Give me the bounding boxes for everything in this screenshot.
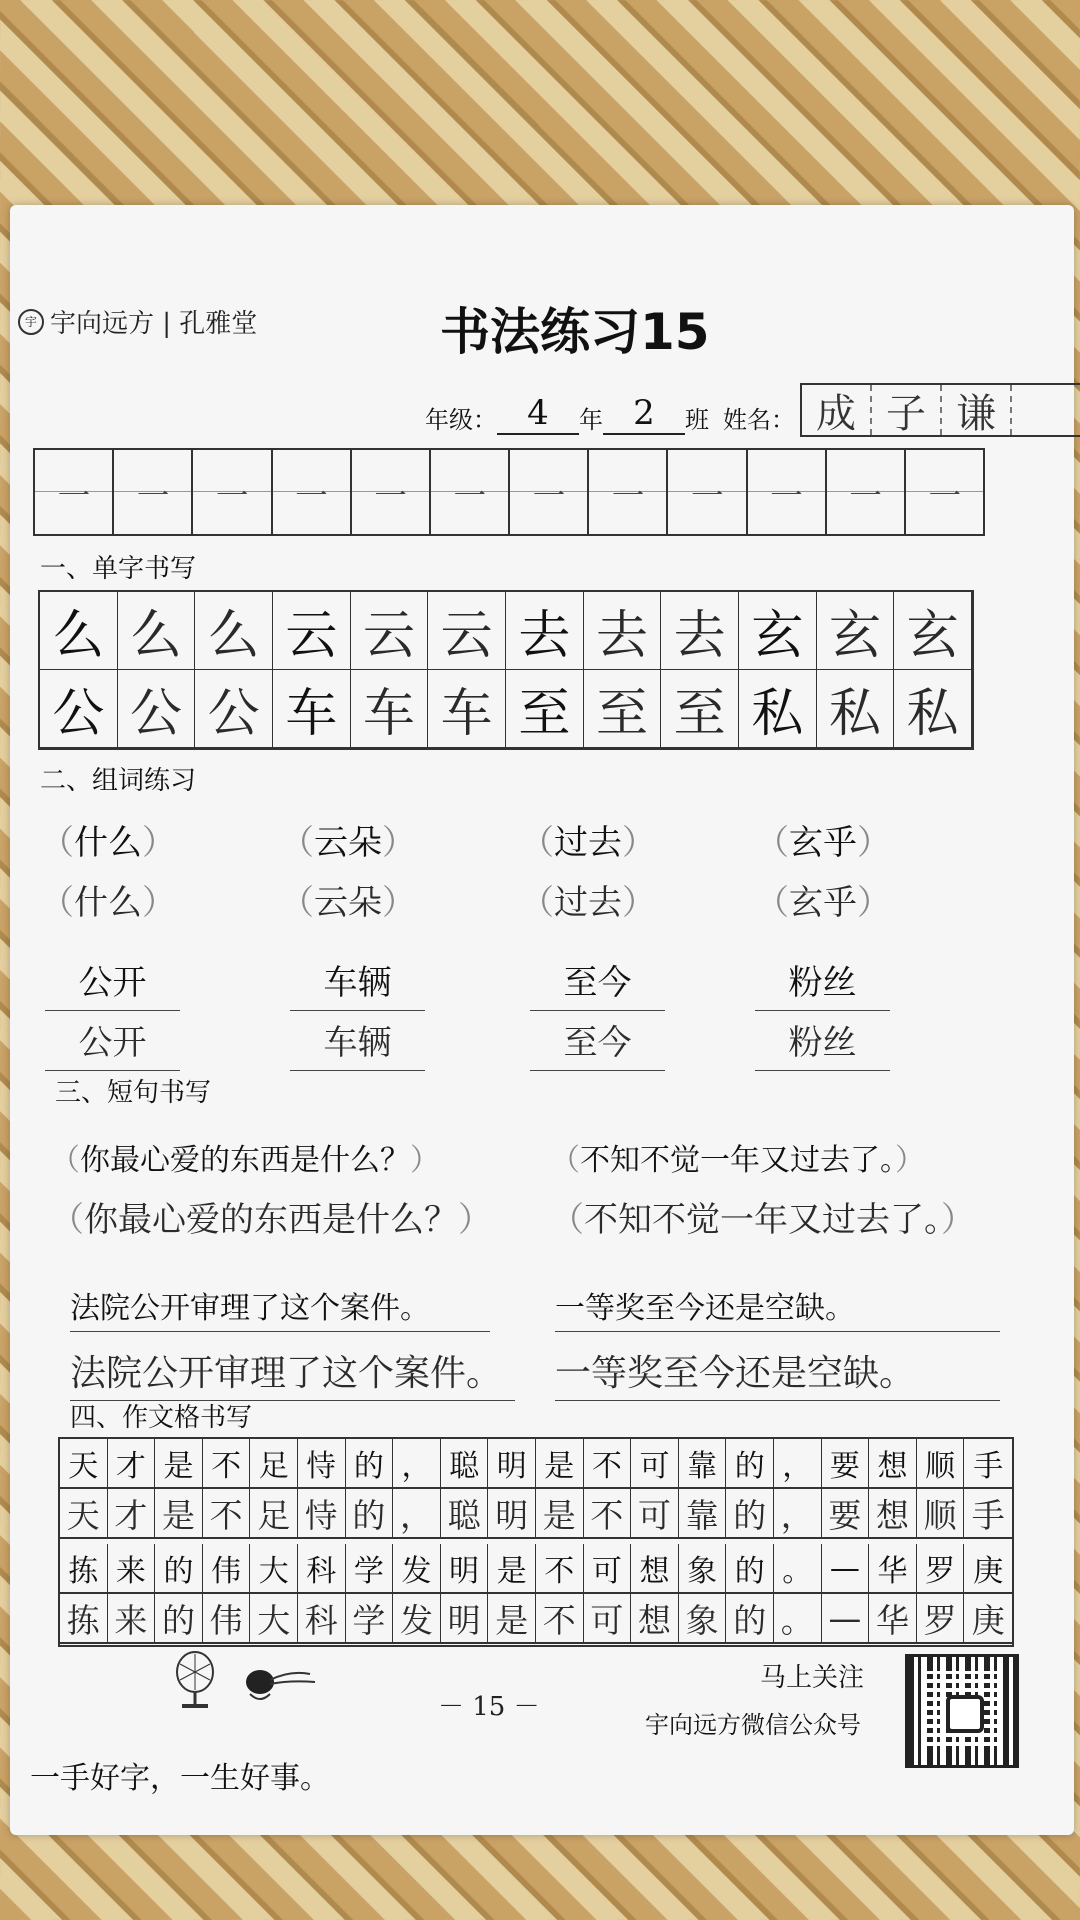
composition-cell: — — [822, 1594, 870, 1642]
char-cell: 公 — [118, 670, 196, 748]
word-line-handwritten: 公开 — [45, 1015, 180, 1071]
single-char-grid — [38, 590, 974, 750]
char-cell: 私 — [817, 670, 895, 748]
char-cell: 车 — [428, 670, 506, 748]
stroke-cell: ㇐ — [35, 450, 114, 534]
word-line-handwritten: 粉丝 — [755, 1015, 890, 1071]
composition-cell: 的 — [155, 1594, 203, 1642]
composition-cell: 不 — [203, 1439, 251, 1487]
word-handwritten: （云朵） — [280, 883, 416, 923]
sentence-line-handwritten: 一等奖至今还是空缺。 — [555, 1345, 1000, 1401]
composition-cell: ， — [393, 1439, 441, 1487]
composition-cell: 学 — [346, 1544, 394, 1592]
stroke-cell: ㇐ — [748, 450, 827, 534]
word-handwritten: （什么） — [40, 883, 176, 923]
section2-title: 二、组词练习 — [40, 766, 197, 796]
composition-cell: 科 — [298, 1594, 346, 1642]
char-cell: 公 — [40, 670, 118, 748]
composition-cell: 想 — [631, 1594, 679, 1642]
composition-cell: 是 — [488, 1594, 536, 1642]
name-label: 姓名： — [723, 406, 795, 434]
word-printed: （玄乎） — [755, 823, 891, 863]
composition-cell: 手 — [973, 1449, 1004, 1484]
word-printed: （什么） — [40, 823, 176, 863]
composition-cell: 天 — [60, 1439, 108, 1487]
section4-title: 四、作文格书写 — [70, 1403, 253, 1433]
wechat-label: 宇向远方微信公众号 — [645, 1711, 861, 1739]
sentence-printed: （你最心爱的东西是什么？） — [50, 1143, 440, 1178]
stroke-cell: ㇐ — [668, 450, 747, 534]
stroke-cell: ㇐ — [352, 450, 431, 534]
composition-cell: 罗 — [917, 1544, 965, 1592]
composition-cell: ， — [393, 1489, 441, 1537]
composition-cell: 来 — [108, 1544, 156, 1592]
name-char: 谦 — [942, 385, 1012, 435]
composition-cell: 可 — [584, 1544, 632, 1592]
class-unit: 班 — [685, 406, 709, 434]
composition-cell: 拣 — [60, 1594, 108, 1642]
sentence-line-printed: 法院公开审理了这个案件。 — [70, 1283, 490, 1332]
composition-cell: 罗 — [917, 1594, 965, 1642]
composition-cell: 的 — [726, 1544, 774, 1592]
composition-cell: 恃 — [298, 1439, 346, 1487]
word-line-printed: 车辆 — [290, 955, 425, 1011]
composition-cell: 可 — [584, 1594, 632, 1642]
composition-cell: 想 — [869, 1489, 917, 1537]
motto: 一手好字，一生好事。 — [30, 1761, 330, 1796]
char-cell: 车 — [273, 670, 351, 748]
word-printed: （过去） — [520, 823, 656, 863]
char-cell: 么 — [40, 592, 118, 670]
char-cell: 至 — [506, 670, 584, 748]
composition-cell: 手 — [971, 1495, 1005, 1535]
composition-cell: 象 — [679, 1594, 727, 1642]
composition-cell: 聪 — [441, 1439, 489, 1487]
word-handwritten: （过去） — [520, 883, 656, 923]
stroke-cell: ㇐ — [926, 474, 963, 516]
char-cell: 玄 — [739, 592, 817, 670]
composition-cell: 学 — [346, 1594, 394, 1642]
stroke-cell: ㇐ — [589, 450, 668, 534]
word-line-handwritten: 车辆 — [290, 1015, 425, 1071]
composition-cell: 的 — [155, 1544, 203, 1592]
composition-cell: 是 — [536, 1439, 584, 1487]
composition-cell: — — [822, 1544, 870, 1592]
composition-cell: 要 — [822, 1439, 870, 1487]
char-cell: 至 — [584, 670, 662, 748]
composition-cell: 可 — [631, 1489, 679, 1537]
char-cell: 去 — [506, 592, 584, 670]
char-cell: 私 — [894, 670, 972, 748]
composition-cell: 足 — [250, 1489, 298, 1537]
composition-cell: 的 — [726, 1489, 774, 1537]
composition-cell: 明 — [441, 1544, 489, 1592]
composition-cell: 不 — [584, 1489, 632, 1537]
char-cell: 车 — [351, 670, 429, 748]
composition-cell: ， — [774, 1489, 822, 1537]
fan-and-reader-illustration-icon — [170, 1650, 320, 1710]
char-cell: 去 — [661, 592, 739, 670]
name-char: 子 — [872, 385, 942, 435]
sentence-line-printed: 一等奖至今还是空缺。 — [555, 1283, 1000, 1332]
student-info — [425, 393, 795, 435]
composition-cell: 的 — [726, 1439, 774, 1487]
sentence-handwritten: （你最心爱的东西是什么？） — [50, 1200, 492, 1240]
grade-label: 年级： — [425, 406, 497, 434]
composition-cell: 伟 — [203, 1594, 251, 1642]
composition-cell: 是 — [155, 1439, 203, 1487]
composition-cell: 是 — [155, 1489, 203, 1537]
composition-cell: 来 — [108, 1594, 156, 1642]
char-cell: 么 — [195, 592, 273, 670]
composition-cell: 靠 — [679, 1439, 727, 1487]
word-line-handwritten: 至今 — [530, 1015, 665, 1071]
composition-cell: 是 — [488, 1544, 536, 1592]
follow-label: 马上关注 — [760, 1663, 865, 1693]
composition-cell: 才 — [108, 1489, 156, 1537]
char-cell: 私 — [739, 670, 817, 748]
composition-cell: 不 — [203, 1489, 251, 1537]
char-cell: 么 — [118, 592, 196, 670]
composition-cell: 发 — [393, 1544, 441, 1592]
stroke-practice-row — [33, 448, 985, 536]
word-line-printed: 公开 — [45, 955, 180, 1011]
composition-cell: 华 — [869, 1544, 917, 1592]
brand-header — [18, 303, 257, 340]
composition-cell: 想 — [631, 1544, 679, 1592]
composition-cell: 华 — [869, 1594, 917, 1642]
composition-cell: 聪 — [441, 1489, 489, 1537]
composition-cell: 拣 — [60, 1544, 108, 1592]
composition-cell: 大 — [250, 1544, 298, 1592]
composition-cell: 庚 — [973, 1554, 1004, 1589]
composition-cell: 大 — [250, 1594, 298, 1642]
char-cell: 去 — [584, 592, 662, 670]
composition-row-handwritten — [60, 1594, 1012, 1644]
word-line-printed: 至今 — [530, 955, 665, 1011]
composition-cell: 不 — [536, 1594, 584, 1642]
stroke-cell: ㇐ — [827, 450, 906, 534]
composition-cell: 。 — [774, 1544, 822, 1592]
sentence-handwritten: （不知不觉一年又过去了。） — [550, 1200, 975, 1240]
composition-cell: 象 — [679, 1544, 727, 1592]
section1-title: 一、单字书写 — [40, 554, 197, 584]
composition-cell: 科 — [298, 1544, 346, 1592]
composition-cell: 足 — [250, 1439, 298, 1487]
composition-cell: 的 — [346, 1489, 394, 1537]
composition-cell: 不 — [536, 1544, 584, 1592]
grade-unit: 年 — [579, 406, 603, 434]
composition-cell: 才 — [108, 1439, 156, 1487]
char-cell: 玄 — [817, 592, 895, 670]
composition-cell: 发 — [393, 1594, 441, 1642]
composition-cell: 要 — [822, 1489, 870, 1537]
name-char: 成 — [802, 385, 872, 435]
name-grid — [800, 383, 1080, 437]
char-cell: 云 — [351, 592, 429, 670]
composition-cell: 的 — [346, 1439, 394, 1487]
char-cell: 至 — [661, 670, 739, 748]
composition-cell: 天 — [60, 1489, 108, 1537]
stroke-cell: ㇐ — [273, 450, 352, 534]
composition-cell: 明 — [488, 1439, 536, 1487]
grade-value: 4 — [497, 393, 579, 435]
name-char — [1012, 385, 1080, 435]
composition-grid — [58, 1437, 1014, 1647]
composition-row-printed — [60, 1544, 1012, 1594]
stroke-cell: ㇐ — [431, 450, 510, 534]
page-title: 书法练习15 — [440, 303, 710, 361]
composition-cell: 伟 — [203, 1544, 251, 1592]
composition-cell: 顺 — [917, 1439, 965, 1487]
composition-cell: 恃 — [298, 1489, 346, 1537]
word-line-printed: 粉丝 — [755, 955, 890, 1011]
stroke-cell: ㇐ — [114, 450, 193, 534]
composition-cell: 靠 — [679, 1489, 727, 1537]
sentence-printed: （不知不觉一年又过去了。） — [550, 1143, 925, 1178]
composition-cell: 不 — [584, 1439, 632, 1487]
composition-cell: ， — [774, 1439, 822, 1487]
section3-title: 三、短句书写 — [55, 1078, 212, 1108]
composition-cell: 是 — [536, 1489, 584, 1537]
class-value: 2 — [603, 393, 685, 435]
char-cell: 玄 — [894, 592, 972, 670]
composition-cell: 庚 — [971, 1600, 1005, 1640]
char-cell: 云 — [273, 592, 351, 670]
word-printed: （云朵） — [280, 823, 416, 863]
composition-cell: 明 — [488, 1489, 536, 1537]
composition-cell: 顺 — [917, 1489, 965, 1537]
sentence-line-handwritten: 法院公开审理了这个案件。 — [70, 1345, 515, 1401]
qr-code-icon — [905, 1654, 1019, 1768]
composition-cell: 。 — [774, 1594, 822, 1642]
composition-cell: 明 — [441, 1594, 489, 1642]
stroke-cell: ㇐ — [193, 450, 272, 534]
composition-row-handwritten — [60, 1489, 1012, 1539]
composition-cell: 的 — [726, 1594, 774, 1642]
brand-text: 宇向远方 | 孔雅堂 — [50, 309, 258, 339]
composition-cell: 可 — [631, 1439, 679, 1487]
page-number: － 15 － — [438, 1692, 540, 1722]
composition-cell: 想 — [869, 1439, 917, 1487]
word-handwritten: （玄乎） — [755, 883, 891, 923]
stroke-cell: ㇐ — [510, 450, 589, 534]
brand-logo-icon: 宇 — [18, 309, 44, 335]
char-cell: 云 — [428, 592, 506, 670]
char-cell: 公 — [195, 670, 273, 748]
composition-row-printed — [60, 1439, 1012, 1489]
